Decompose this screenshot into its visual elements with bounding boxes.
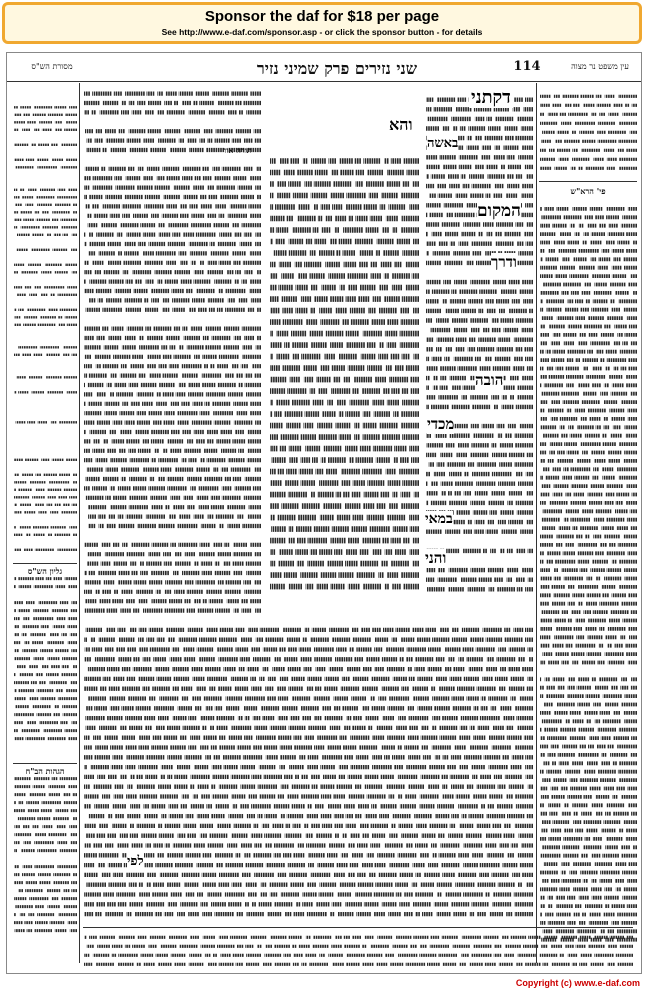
commentary-bottom-text bbox=[83, 623, 533, 923]
gilyon-label: גליון הש"ס bbox=[27, 566, 63, 576]
rule-left bbox=[79, 83, 80, 963]
left-margin-column bbox=[13, 87, 77, 557]
ein-mishpat-column bbox=[539, 81, 637, 177]
copyright-link[interactable]: Copyright (c) www.e-daf.com bbox=[515, 978, 640, 988]
gemara-word-2: והא bbox=[389, 115, 413, 134]
commentary-bottom-block bbox=[83, 623, 533, 923]
gilyon-text bbox=[13, 573, 77, 743]
rashi-column bbox=[539, 203, 637, 948]
gemara-word-4: המקום bbox=[477, 201, 521, 221]
gemara-left-text bbox=[269, 153, 419, 593]
footnotes-text bbox=[83, 931, 633, 967]
footnotes-bottom bbox=[83, 931, 633, 967]
masoret-label: מסורת הש"ס bbox=[31, 62, 73, 71]
page-title: שני נזירים פרק שמיני נזיר bbox=[256, 59, 418, 78]
commentary-word-10: לפי bbox=[127, 854, 144, 869]
rule-rashi bbox=[539, 181, 637, 182]
rule-haggahot bbox=[13, 763, 77, 764]
sponsor-banner[interactable] bbox=[2, 2, 642, 44]
tosafot-column bbox=[83, 87, 261, 617]
sponsor-title[interactable]: Sponsor the daf for $18 per page bbox=[204, 8, 440, 25]
torah-or-label: תורה אור bbox=[222, 145, 252, 155]
gemara-word-7: מכדי bbox=[427, 415, 455, 433]
tosafot-text bbox=[83, 87, 261, 617]
haggahot-block bbox=[13, 773, 77, 933]
gemara-left-column bbox=[269, 153, 419, 593]
rashi-text bbox=[539, 203, 637, 948]
gilyon-block bbox=[13, 573, 77, 743]
page-number: 114 bbox=[513, 59, 541, 74]
sponsor-subtitle[interactable]: See http://www.e-daf.com/sponsor.asp - or click the sponsor button - for details bbox=[161, 27, 483, 37]
haggahot-text bbox=[13, 773, 77, 933]
gemara-word-6: הובה bbox=[475, 371, 504, 389]
gemara-word-9: והני bbox=[425, 549, 447, 567]
rule-footer bbox=[83, 927, 633, 928]
rashi-label: פי' הרא"ש bbox=[570, 186, 606, 196]
gemara-word-5: ודרך bbox=[491, 253, 517, 271]
ein-mishpat-text bbox=[539, 81, 637, 177]
rule-right bbox=[536, 83, 537, 963]
left-margin-text bbox=[13, 87, 77, 557]
gemara-word-8: במאי bbox=[425, 511, 453, 527]
haggahot-label: הגהות הב"ח bbox=[25, 766, 65, 776]
ein-mishpat-label: עין משפט נר מצוה bbox=[571, 62, 629, 71]
gemara-word-3: באשה bbox=[427, 136, 459, 151]
gemara-word-1: דקתני bbox=[471, 87, 511, 108]
talmud-page bbox=[6, 52, 642, 974]
rule-gilyon bbox=[13, 563, 77, 564]
